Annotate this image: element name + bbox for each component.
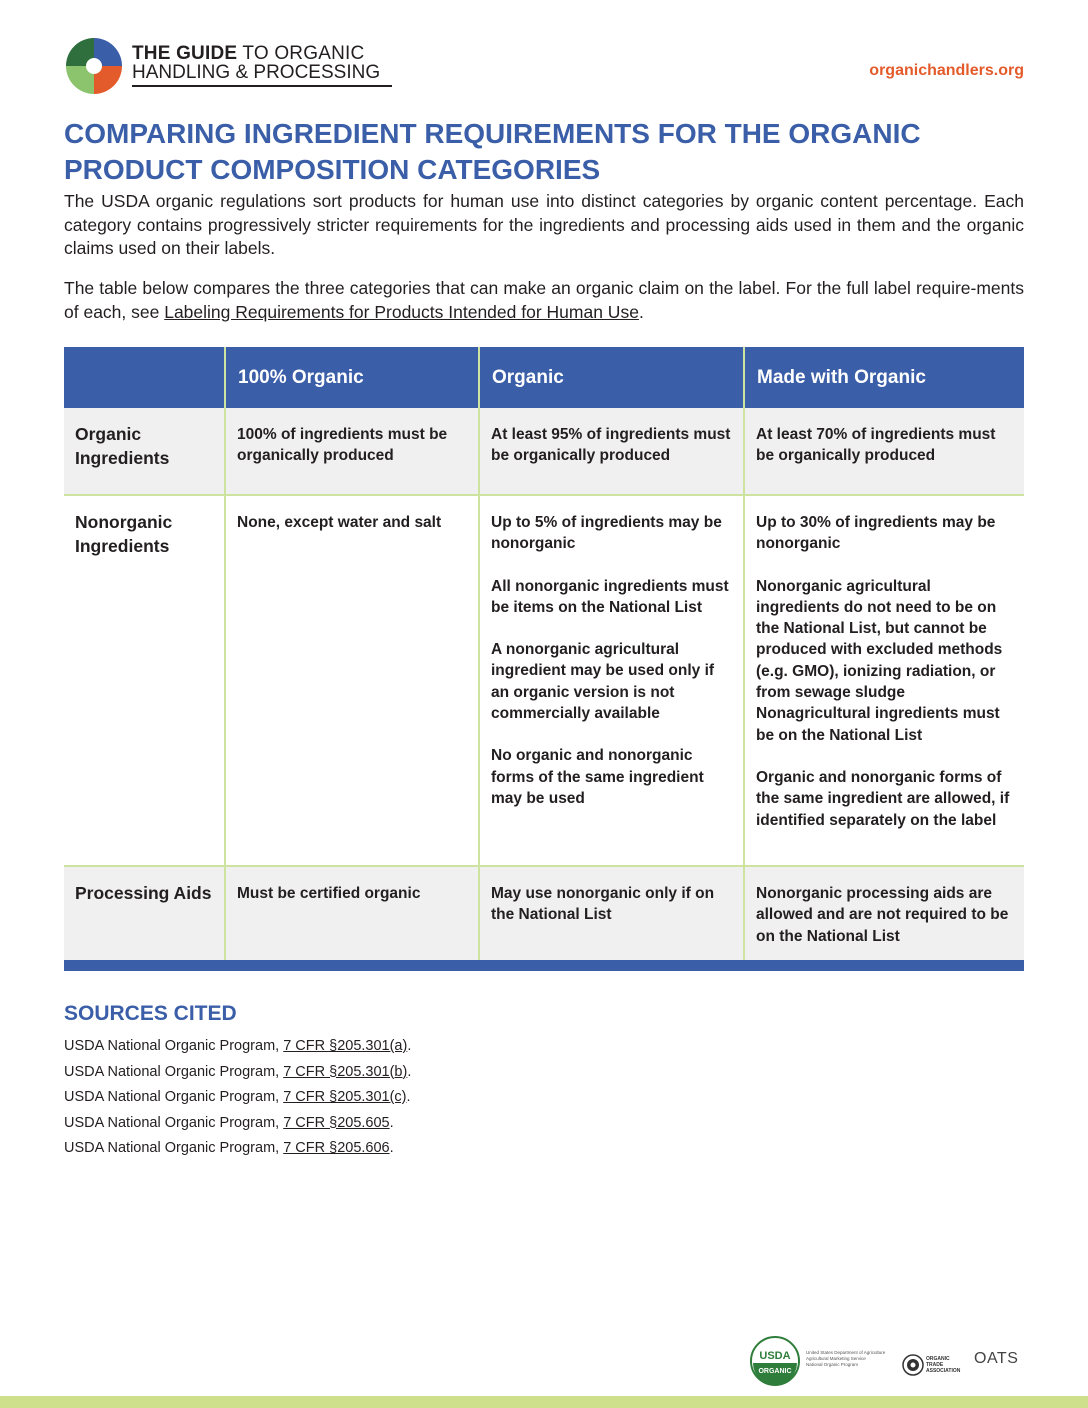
- labeling-requirements-link[interactable]: Labeling Requirements for Products Intended for Human Use: [164, 301, 639, 322]
- cell-text: All nonorganic ingredients must be items on the National List: [491, 577, 729, 616]
- source-link[interactable]: 7 CFR §205.301(b): [283, 1063, 408, 1080]
- table-cell: [745, 867, 1024, 960]
- table-cell: [745, 496, 1024, 865]
- ota-line1: ORGANIC: [926, 1356, 950, 1362]
- logo-wordmark: [132, 44, 394, 87]
- source-item: [64, 1136, 664, 1162]
- table-cell: [480, 408, 745, 494]
- cell-text: May use nonorganic only if on the National List: [491, 885, 715, 924]
- logo-line2: HANDLING & PROCESSING: [132, 62, 381, 83]
- title-line1: COMPARING INGREDIENT REQUIREMENTS FOR THE ORGANIC: [64, 118, 921, 149]
- ota-line3: ASSOCIATION: [926, 1368, 961, 1374]
- source-prefix: USDA National Organic Program,: [64, 1089, 284, 1105]
- table-cell: [745, 408, 1024, 494]
- page-header: [64, 36, 1024, 96]
- cell-text: Up to 5% of ingredients may be nonorganic: [491, 514, 722, 553]
- header-cell-empty: [64, 347, 226, 408]
- cell-text: Must be certified organic: [237, 885, 421, 902]
- source-link[interactable]: 7 CFR §205.605: [283, 1114, 390, 1131]
- table-cell: [226, 496, 480, 865]
- intro2-suffix: .: [638, 301, 644, 322]
- usda-seal-bottom-text: ORGANIC: [758, 1368, 792, 1375]
- page-title: [64, 116, 1024, 188]
- footer-green-bar: [0, 1396, 1088, 1408]
- cell-text: Organic and nonorganic forms of the same ingredient are allowed, if identified separately on the label: [756, 768, 1010, 829]
- table-header-row: [64, 347, 1024, 408]
- usda-agency-text: [806, 1350, 896, 1368]
- cell-text: A nonorganic agricultural ingredient may be used only if an organic version is not commercially available: [491, 641, 715, 723]
- source-suffix: .: [406, 1089, 411, 1105]
- row-label-line1: Nonorganic: [75, 512, 173, 532]
- logo-line1-light: TO ORGANIC: [237, 43, 365, 64]
- organic-trade-association-logo-icon: [902, 1354, 924, 1376]
- logo-line1-bold: THE GUIDE: [132, 43, 238, 64]
- table-bottom-rule: [64, 960, 1024, 971]
- source-prefix: USDA National Organic Program,: [64, 1140, 284, 1156]
- row-label-line1: Organic: [75, 424, 142, 444]
- intro-paragraph: The USDA organic regulations sort products for human use into distinct categories by organic content percentage. Each category contains progressively stricter requirements for the ingredients and processing aids used in them and the organic claims used on their labels.: [64, 191, 1024, 258]
- source-suffix: .: [389, 1140, 394, 1156]
- row-label-line2: Ingredients: [75, 447, 170, 468]
- sources-list: [64, 1034, 664, 1162]
- footer-logos: [750, 1336, 1030, 1388]
- source-prefix: USDA National Organic Program,: [64, 1114, 284, 1131]
- table-cell: [480, 496, 745, 865]
- cell-text: Up to 30% of ingredients may be nonorganic: [756, 514, 996, 553]
- table-row-organic-ingredients: [64, 408, 1024, 496]
- logo-underline: [132, 85, 392, 87]
- cell-text: At least 95% of ingredients must be organically produced: [491, 426, 731, 465]
- source-suffix: .: [389, 1114, 394, 1131]
- row-label-line2: Ingredients: [75, 535, 170, 556]
- table-cell: [480, 867, 745, 960]
- source-item: [64, 1060, 664, 1086]
- table-row-processing-aids: [64, 867, 1024, 960]
- cell-text: Nonorganic processing aids are allowed and are not required to be on the National List: [756, 885, 1009, 945]
- usda-agency-line2: Agricultural Marketing Service: [806, 1356, 866, 1361]
- header-cell-made-with-organic: Made with Organic: [757, 367, 926, 388]
- ota-wordmark: [926, 1356, 960, 1374]
- row-label: [64, 867, 226, 960]
- usda-seal-top-text: USDA: [759, 1350, 791, 1362]
- cell-text: Nonorganic agricultural ingredients do not need to be on the National List, but cannot be produced with excluded methods (e.g. GMO), ionizing radiation, or from sewage sludge Nonagricultural ingredients must be on the National List: [756, 577, 1003, 744]
- table-cell: [226, 408, 480, 494]
- source-link[interactable]: 7 CFR §205.301(a): [283, 1038, 408, 1054]
- intro2-prefix: The table below compares the three categories that can make an organic claim on the label. For the full label require-ments of each, see: [64, 278, 1024, 322]
- source-link[interactable]: 7 CFR §205.301(c): [283, 1089, 407, 1105]
- cell-text: 100% of ingredients must be organically produced: [237, 426, 448, 465]
- sources-title: SOURCES CITED: [64, 1002, 237, 1025]
- source-suffix: .: [407, 1063, 412, 1080]
- site-url-link[interactable]: organichandlers.org: [869, 62, 1024, 79]
- source-item: [64, 1111, 664, 1137]
- puzzle-logo-icon: [64, 36, 124, 96]
- source-prefix: USDA National Organic Program,: [64, 1063, 284, 1080]
- ota-line2: TRADE: [926, 1362, 944, 1368]
- usda-agency-line3: National Organic Program: [806, 1362, 859, 1367]
- comparison-table: [64, 347, 1024, 971]
- source-item: [64, 1085, 664, 1111]
- header-cell-organic: Organic: [480, 347, 745, 408]
- table-row-nonorganic-ingredients: [64, 496, 1024, 867]
- intro-paragraph-2: [64, 277, 1024, 324]
- header-cell-100-organic: 100% Organic: [226, 347, 480, 408]
- usda-agency-line1: United States Department of Agriculture: [806, 1350, 886, 1355]
- oats-logo: OATS: [974, 1350, 1019, 1367]
- row-label: [64, 408, 226, 494]
- table-cell: [226, 867, 480, 960]
- row-label: [64, 496, 226, 865]
- cell-text: No organic and nonorganic forms of the same ingredient may be used: [491, 747, 704, 807]
- usda-organic-seal-icon: [750, 1336, 800, 1386]
- source-item: [64, 1034, 664, 1060]
- source-suffix: .: [407, 1038, 412, 1054]
- source-prefix: USDA National Organic Program,: [64, 1038, 284, 1054]
- title-line2: PRODUCT COMPOSITION CATEGORIES: [64, 154, 601, 185]
- cell-text: None, except water and salt: [237, 514, 442, 531]
- source-link[interactable]: 7 CFR §205.606: [283, 1140, 390, 1156]
- row-label-line1: Processing Aids: [75, 883, 212, 903]
- cell-text: At least 70% of ingredients must be organically produced: [756, 426, 996, 465]
